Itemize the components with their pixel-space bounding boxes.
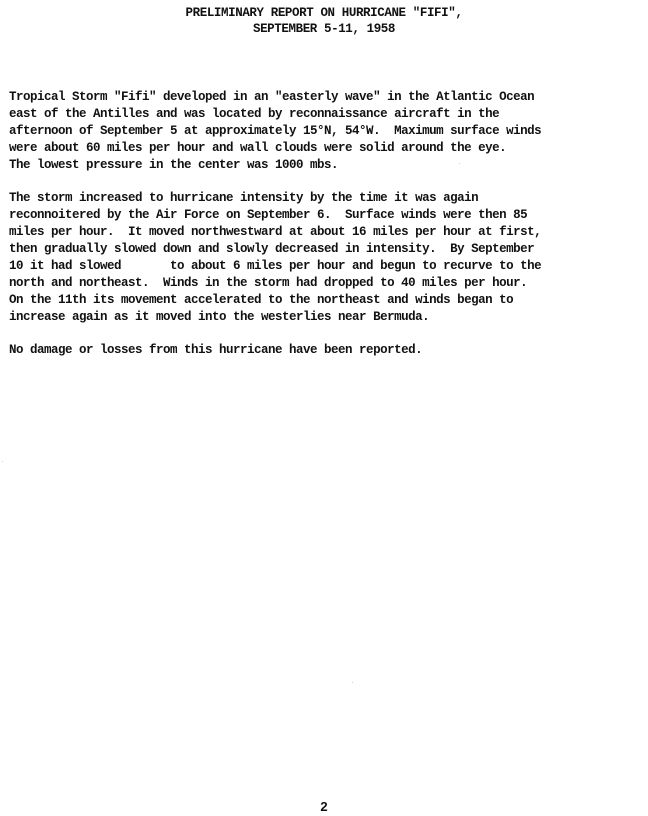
paragraph-1 bbox=[9, 89, 645, 174]
paragraph-3 bbox=[9, 342, 645, 359]
text-line: increase again as it moved into the westerlies near Bermuda. bbox=[9, 310, 430, 324]
title-line-1: PRELIMINARY REPORT ON HURRICANE "FIFI", bbox=[185, 6, 463, 20]
report-body bbox=[9, 89, 645, 375]
scan-speck bbox=[459, 163, 460, 164]
text-line: reconnoitered by the Air Force on September 6. Surface winds were then 85 bbox=[9, 208, 528, 222]
scan-speck bbox=[2, 461, 3, 462]
text-line: east of the Antilles and was located by reconnaissance aircraft in the bbox=[9, 107, 500, 121]
text-line: The storm increased to hurricane intensity by the time it was again bbox=[9, 191, 479, 205]
title-line-2: SEPTEMBER 5-11, 1958 bbox=[252, 22, 396, 36]
page-number: 2 bbox=[320, 799, 328, 814]
scan-speck bbox=[352, 682, 353, 683]
text-line: On the 11th its movement accelerated to the northeast and winds began to bbox=[9, 293, 514, 307]
text-line: north and northeast. Winds in the storm had dropped to 40 miles per hour. bbox=[9, 276, 528, 290]
text-line: were about 60 miles per hour and wall clouds were solid around the eye. bbox=[9, 141, 507, 155]
text-line: 10 it had slowed to about 6 miles per hour and begun to recurve to the bbox=[9, 259, 542, 273]
report-title bbox=[0, 5, 648, 37]
text-line: then gradually slowed down and slowly decreased in intensity. By September bbox=[9, 242, 535, 256]
paragraph-2 bbox=[9, 190, 645, 326]
text-line: miles per hour. It moved northwestward at about 16 miles per hour at first, bbox=[9, 225, 542, 239]
text-line: The lowest pressure in the center was 1000 mbs. bbox=[9, 158, 339, 172]
text-line: Tropical Storm "Fifi" developed in an "easterly wave" in the Atlantic Ocean bbox=[9, 90, 535, 104]
text-line: afternoon of September 5 at approximately 15°N, 54°W. Maximum surface winds bbox=[9, 124, 542, 138]
text-line: No damage or losses from this hurricane have been reported. bbox=[9, 343, 423, 357]
